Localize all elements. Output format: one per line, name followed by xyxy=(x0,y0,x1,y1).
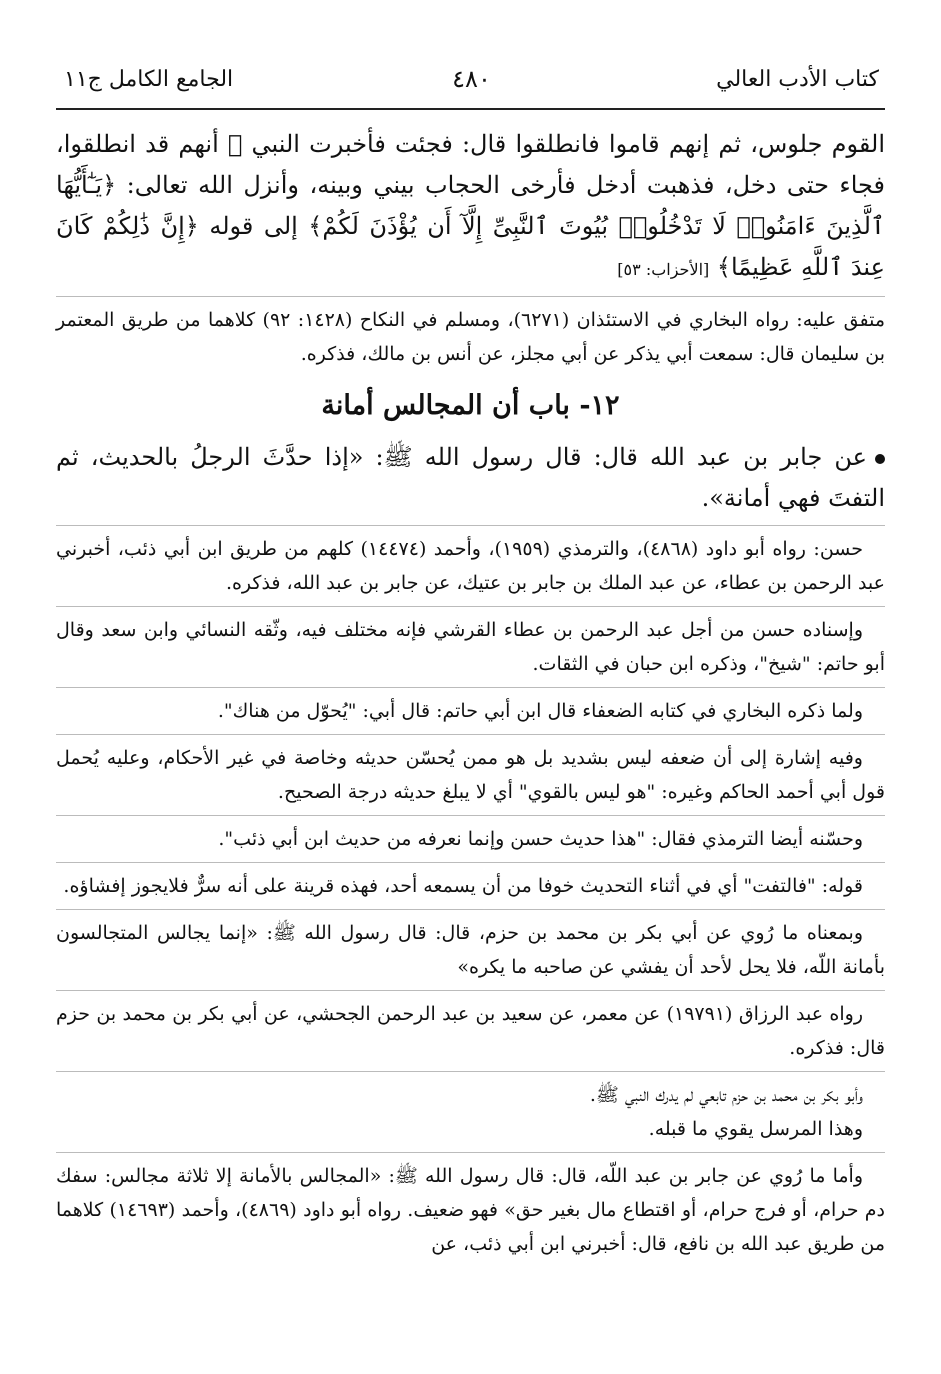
opening-paragraph xyxy=(56,124,885,290)
hadith-text: عن جابر بن عبد الله قال: قال رسول الله ﷺ: «إذا حدَّثَ الرجلُ بالحديث، ثم التفتَ فهي أمانة». xyxy=(56,443,885,512)
note-block-5 xyxy=(56,816,885,863)
note-block-4 xyxy=(56,735,885,816)
closing-line-1: وأبو بكر بن محمد بن حزم تابعي لم يدرك النبي ﷺ. xyxy=(589,1084,863,1106)
note-paragraph: حسن: رواه أبو داود (٤٨٦٨)، والترمذي (١٩٥٩)، وأحمد (١٤٤٧٤) كلهم من طريق ابن أبي ذئب، أخبرني عبد الرحمن بن عطاء، عن عبد الملك بن جابر بن عتيك، عن جابر بن عبد الله، فذكره. xyxy=(56,538,885,594)
note-paragraph: ولما ذكره البخاري في كتابه الضعفاء قال ابن أبي حاتم: قال أبي: "يُحوّل من هناك". xyxy=(217,700,863,722)
opening-paragraph-block xyxy=(56,118,885,297)
page-number: ٤٨٠ xyxy=(452,65,491,93)
note-paragraph: وفيه إشارة إلى أن ضعفه ليس بشديد بل هو ممن يُحسّن حديثه وخاصة في غير الأحكام، وعليه يُحمل قول أبي أحمد الحاكم وغيره: "هو ليس بالقوي" أي لا يبلغ حديثه درجة الصحيح. xyxy=(56,747,885,803)
hadith-paragraph xyxy=(56,437,885,519)
note-block-6 xyxy=(56,863,885,910)
note-paragraph: قوله: "فالتفت" أي في أثناء التحديث خوفا من أن يسمعه أحد، فهذه قرينة على أنه سرٌّ فلايجوز إفشاؤه. xyxy=(63,875,863,897)
hadith-block xyxy=(56,431,885,526)
takhrij-block xyxy=(56,297,885,377)
final-note-paragraph: وأما ما رُوي عن جابر بن عبد اللّه، قال: قال رسول الله ﷺ: «المجالس بالأمانة إلا ثلاثة مجالس: سفك دم حرام، أو فرج حرام، أو اقتطاع مال بغير حق» فهو ضعيف. رواه أبو داود (٤٨٦٩)، وأحمد (١٤٦٩٣) كلاهما من طريق عبد الله بن نافع، قال: أخبرني ابن أبي ذئب، عن xyxy=(56,1165,885,1255)
note-paragraph: وإسناده حسن من أجل عبد الرحمن بن عطاء القرشي فإنه مختلف فيه، وثّقه النسائي وابن سعد وقال أبو حاتم: "شيخ"، وذكره ابن حبان في الثقات. xyxy=(56,619,885,675)
opening-text: القوم جلوس، ثم إنهم قاموا فانطلقوا قال: فجئت فأخبرت النبي ﷺ أنهم قد انطلقوا، فجاء حتى دخل، فذهبت أدخل فأرخى الحجاب بيني وبينه، وأنزل الله تعالى: ﴿يَـٰٓأَيُّهَا ٱلَّذِينَ ءَامَنُوا۟ لَا تَدْخُلُوا۟ بُيُوتَ ٱلنَّبِىِّ إِلَّآ أَن يُؤْذَنَ لَكُمْ﴾ إلى قوله ﴿إِنَّ ذَٰلِكُمْ كَانَ عِندَ ٱللَّهِ عَظِيمًا﴾ xyxy=(56,130,885,281)
chapter-heading: ١٢- باب أن المجالس أمانة xyxy=(321,390,620,421)
note-paragraph: وبمعناه ما رُوي عن أبي بكر بن محمد بن حزم، قال: قال رسول الله ﷺ: «إنما يجالس المتجالسون بأمانة اللّه، فلا يحل لأحد أن يفشي عن صاحبه ما يكره» xyxy=(56,922,885,978)
book-title: كتاب الأدب العالي xyxy=(716,66,879,92)
closing-line-2: وهذا المرسل يقوي ما قبله. xyxy=(648,1118,863,1140)
running-header xyxy=(64,62,879,96)
note-block-8 xyxy=(56,991,885,1072)
volume-title: الجامع الكامل ج١١ xyxy=(64,66,234,92)
page-body xyxy=(56,118,885,1267)
note-paragraph: رواه عبد الرزاق (١٩٧٩١) عن معمر، عن سعيد بن عبد الرحمن الجحشي، عن أبي بكر بن محمد بن حزم قال: فذكره. xyxy=(56,1003,885,1059)
note-block-2 xyxy=(56,607,885,688)
closing-block xyxy=(56,1072,885,1153)
bullet-icon xyxy=(875,454,885,464)
note-block-3 xyxy=(56,688,885,735)
header-divider xyxy=(56,108,885,110)
note-paragraph: وحسّنه أيضا الترمذي فقال: "هذا حديث حسن وإنما نعرفه من حديث ابن أبي ذئب". xyxy=(218,828,863,850)
takhrij-paragraph: متفق عليه: رواه البخاري في الاستئذان (٦٢٧١)، ومسلم في النكاح (١٤٢٨: ٩٢) كلاهما من طريق المعتمر بن سليمان قال: سمعت أبي يذكر عن أبي مجلز، عن أنس بن مالك، فذكره. xyxy=(56,309,885,365)
note-block-7 xyxy=(56,910,885,991)
final-note-block xyxy=(56,1153,885,1267)
note-block-1 xyxy=(56,526,885,607)
quran-reference: [الأحزاب: ٥٣] xyxy=(617,260,710,279)
closing-line xyxy=(56,1078,885,1146)
